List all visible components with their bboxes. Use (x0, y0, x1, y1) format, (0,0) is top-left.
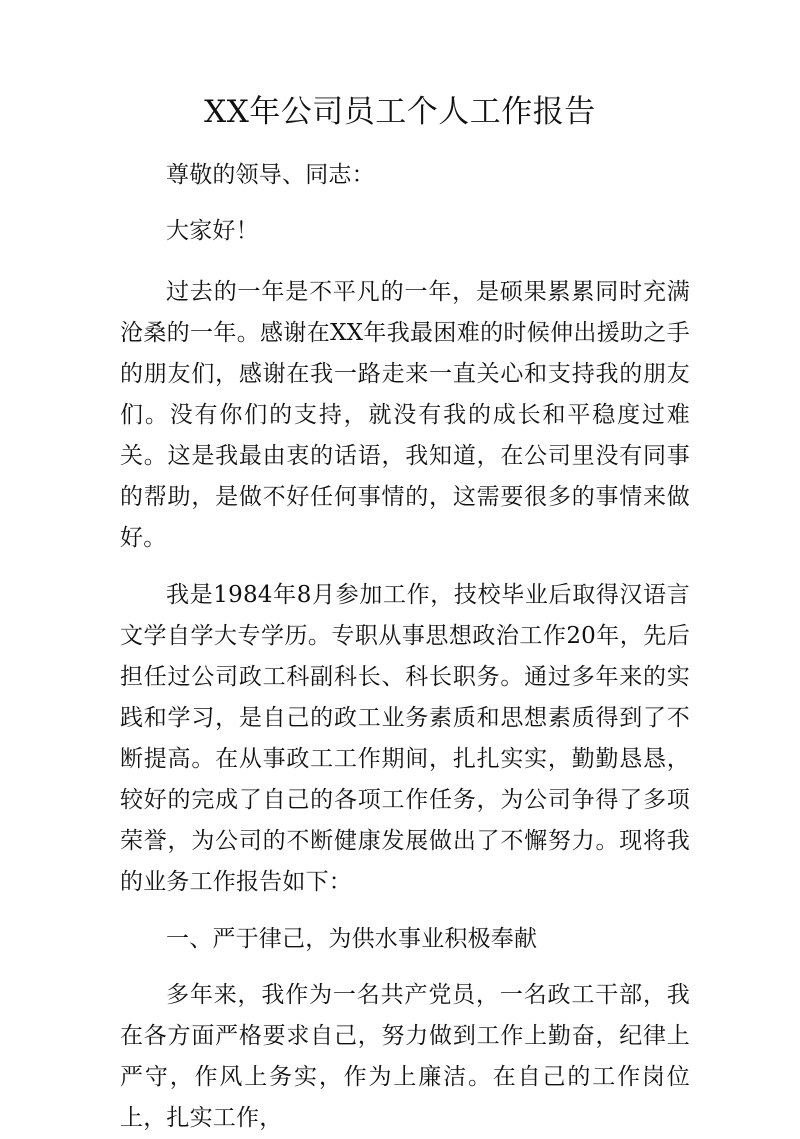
document-body (120, 155, 690, 1139)
body-paragraph: 我是1984年8月参加工作，技校毕业后取得汉语言文学自学大专学历。专职从事思想政治工作20年，先后担任过公司政工科副科长、科长职务。通过多年来的实践和学习，是自己的政工业务素质和思想素质得到了不断提高。在从事政工工作期间，扎扎实实，勤勤恳恳，较好的完成了自己的各项工作任务，为公司争得了多项荣誉，为公司的不断健康发展做出了不懈努力。现将我的业务工作报告如下： (120, 582, 690, 895)
section-heading: 一、严于律己，为供水事业积极奉献 (166, 926, 538, 952)
body-paragraph: 过去的一年是不平凡的一年，是硕果累累同时充满沧桑的一年。感谢在XX年我最困难的时候伸出援助之手的朋友们，感谢在我一路走来一直关心和支持我的朋友们。没有你们的支持，就没有我的成长和平稳度过难关。这是我最由衷的话语，我知道，在公司里没有同事的帮助，是做不好任何事情的，这需要很多的事情来做好。 (120, 279, 690, 551)
salutation: 尊敬的领导、同志： (166, 162, 375, 188)
greeting: 大家好！ (166, 218, 259, 244)
body-paragraph: 多年来，我作为一名共产党员，一名政工干部，我在各方面严格要求自己，努力做到工作上勤奋，纪律上严守，作风上务实，作为上廉洁。在自己的工作岗位上，扎实工作， (120, 982, 690, 1131)
document-title: XX年公司员工个人工作报告 (204, 94, 596, 130)
